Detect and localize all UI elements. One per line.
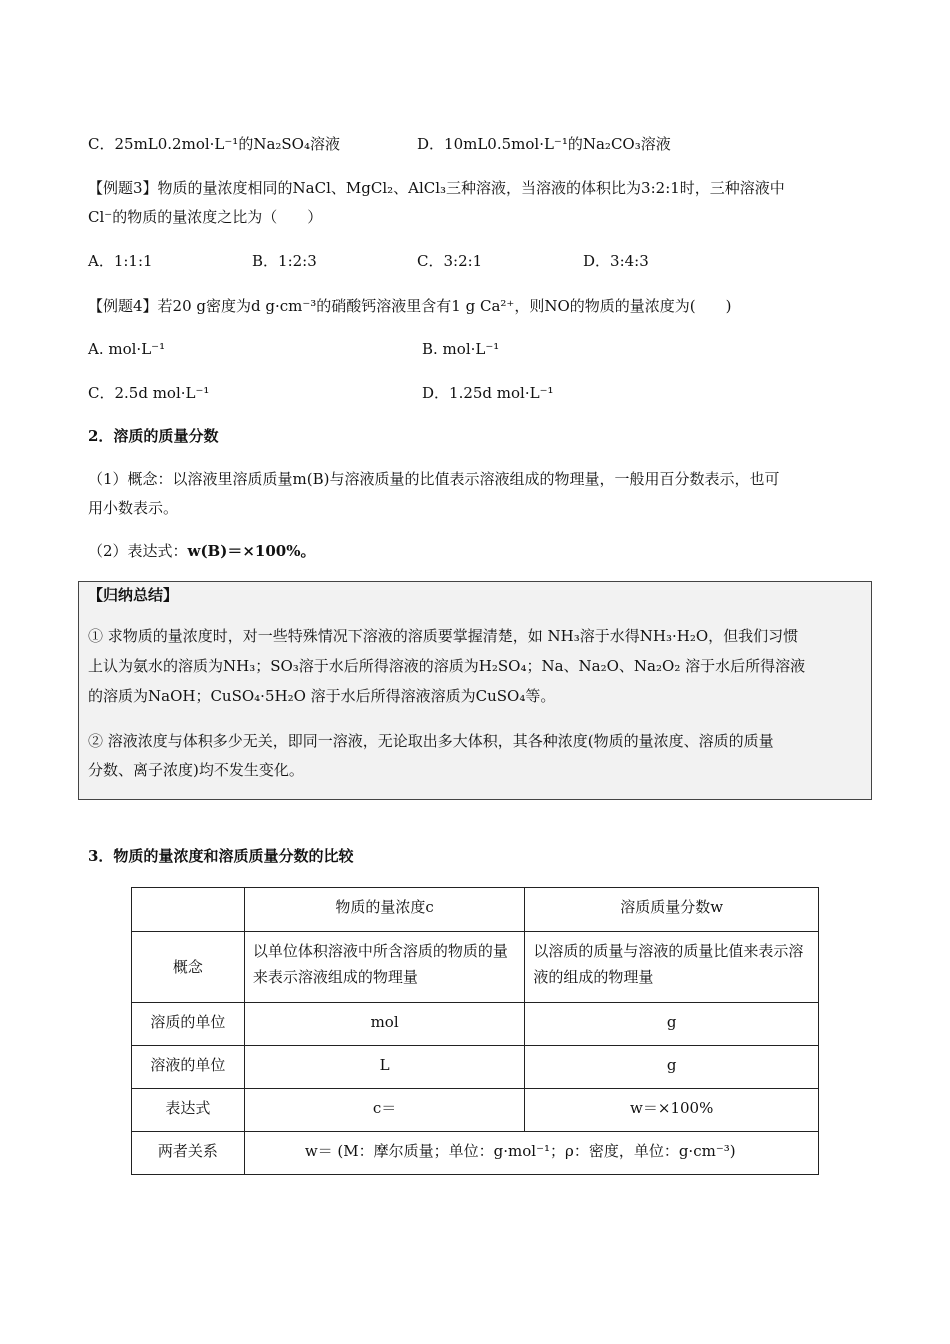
section2-concept-line2: 用小数表示。 bbox=[88, 499, 179, 517]
summary-point2-line1: ② 溶液浓度与体积多少无关，即同一溶液，无论取出多大体积，其各种浓度(物质的量浓度、溶质的质量 bbox=[88, 732, 774, 750]
cell-solute-unit-w: g bbox=[525, 1003, 819, 1046]
expression-formula: w(B)＝×100%。 bbox=[187, 542, 316, 560]
summary-point2-line2: 分数、离子浓度)均不发生变化。 bbox=[88, 761, 304, 779]
cell-concept-c: 以单位体积溶液中所含溶质的物质的量来表示溶液组成的物理量 bbox=[244, 932, 525, 1003]
row-label-concept: 概念 bbox=[132, 932, 245, 1003]
cell-concept-w: 以溶质的质量与溶液的质量比值来表示溶液的组成的物理量 bbox=[525, 932, 819, 1003]
summary-point1-line1: ① 求物质的量浓度时，对一些特殊情况下溶液的溶质要掌握清楚，如 NH₃溶于水得NH₃·H₂O，但我们习惯 bbox=[88, 627, 799, 645]
ex4-option-d: D．1.25d mol·L⁻¹ bbox=[422, 384, 554, 402]
summary-point1-line2: 上认为氨水的溶质为NH₃；SO₃溶于水后所得溶液的溶质为H₂SO₄；Na、Na₂O、Na₂O₂ 溶于水后所得溶液 bbox=[88, 657, 806, 675]
comparison-table bbox=[131, 887, 819, 1175]
table-corner-cell bbox=[132, 888, 245, 932]
table-row bbox=[132, 1003, 819, 1046]
section2-concept-line1: （1）概念：以溶液里溶质质量m(B)与溶液质量的比值表示溶液组成的物理量，一般用百分数表示，也可 bbox=[88, 470, 780, 488]
ex4-option-c: C．2.5d mol·L⁻¹ bbox=[88, 384, 210, 402]
header-molar-concentration: 物质的量浓度c bbox=[244, 888, 525, 932]
ex3-option-a: A．1:1:1 bbox=[88, 252, 153, 270]
section2-expression bbox=[88, 541, 315, 561]
ex4-question: 【例题4】若20 g密度为d g·cm⁻³的硝酸钙溶液里含有1 g Ca²⁺，则NO的物质的量浓度为( ) bbox=[88, 297, 732, 315]
ex4-option-a: A. mol·L⁻¹ bbox=[88, 340, 166, 358]
table-row bbox=[132, 1046, 819, 1089]
ex3-option-b: B．1:2:3 bbox=[252, 252, 317, 270]
ex2-option-d: D．10mL0.5mol·L⁻¹的Na₂CO₃溶液 bbox=[417, 135, 671, 153]
section2-heading: 2．溶质的质量分数 bbox=[88, 427, 219, 445]
expression-label: （2）表达式： bbox=[88, 542, 188, 560]
row-label-solution-unit: 溶液的单位 bbox=[132, 1046, 245, 1089]
cell-relation: w＝ (M：摩尔质量；单位：g·mol⁻¹；ρ：密度，单位：g·cm⁻³) bbox=[244, 1132, 818, 1175]
ex3-question-line2: Cl⁻的物质的量浓度之比为（ ） bbox=[88, 208, 323, 226]
row-label-expression: 表达式 bbox=[132, 1089, 245, 1132]
ex3-option-d: D．3:4:3 bbox=[583, 252, 649, 270]
table-row bbox=[132, 1132, 819, 1175]
ex4-option-b: B. mol·L⁻¹ bbox=[422, 340, 500, 358]
table-row bbox=[132, 1089, 819, 1132]
section3-heading: 3．物质的量浓度和溶质质量分数的比较 bbox=[88, 847, 354, 865]
row-label-solute-unit: 溶质的单位 bbox=[132, 1003, 245, 1046]
ex3-question-line1: 【例题3】物质的量浓度相同的NaCl、MgCl₂、AlCl₃三种溶液，当溶液的体积比为3:2:1时，三种溶液中 bbox=[88, 179, 785, 197]
summary-title: 【归纳总结】 bbox=[88, 586, 179, 604]
cell-expression-c: c＝ bbox=[244, 1089, 525, 1132]
table-row bbox=[132, 888, 819, 932]
cell-expression-w: w＝×100% bbox=[525, 1089, 819, 1132]
cell-solute-unit-c: mol bbox=[244, 1003, 525, 1046]
ex2-option-c: C．25mL0.2mol·L⁻¹的Na₂SO₄溶液 bbox=[88, 135, 340, 153]
summary-point1-line3: 的溶质为NaOH；CuSO₄·5H₂O 溶于水后所得溶液溶质为CuSO₄等。 bbox=[88, 687, 556, 705]
ex3-option-c: C．3:2:1 bbox=[417, 252, 483, 270]
table-row bbox=[132, 932, 819, 1003]
header-mass-fraction: 溶质质量分数w bbox=[525, 888, 819, 932]
cell-solution-unit-w: g bbox=[525, 1046, 819, 1089]
cell-solution-unit-c: L bbox=[244, 1046, 525, 1089]
row-label-relation: 两者关系 bbox=[132, 1132, 245, 1175]
